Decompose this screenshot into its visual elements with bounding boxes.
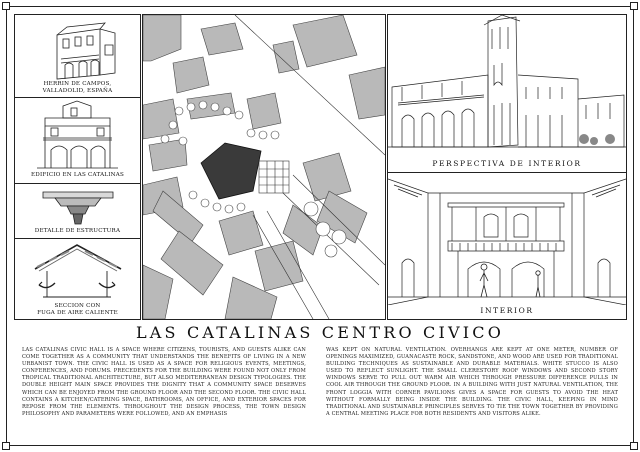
edificio-elevation-drawing bbox=[15, 98, 140, 174]
panel-edificio bbox=[14, 97, 141, 185]
site-plan bbox=[142, 14, 386, 320]
description-left-column: LAS CATALINAS CIVIC HALL IS A SPACE WHERE CITIZENS, TOURISTS, AND GUESTS ALIKE CAN COME TOGETHER AS A COMMUNITY THAT UNDERSTANDS THE BENEFITS OF LIVING IN A NEW URBANIST TOWN. THE CIVIC HALL IS USED AS A SPACE FOR RELIGIOUS EVENTS, MEETINGS, CONFERENCES, AND FORUMS. PRECEDENTS FOR THE BUILDING WERE FOUND NOT ONLY FROM TROPICAL TRADITIONAL ARCHITECTURE, BUT ALSO MEDITERRANEAN DESIGN TYPOLOGIES. THE DOUBLE HEIGHT MAIN SPACE PROVIDES THE DIGNITY THAT A COMMUNITY SPACE DESERVES WHICH CAN BE ENJOYED FROM THE GROUND FLOOR AND THE SECOND FLOOR. THE CIVIC HALL CONTAINS A KITCHEN/CATERING SPACE, BATHROOMS, AN OFFICE, AND EXTERIOR SPACES FOR REPOSE FROM THE ELEMENTS. THROUGHOUT THE DESIGN PROCESS, THE TOWN DESIGN PHILOSOPHY AND PARAMETERS WERE FOLLOWED, AND AN EMPHASIS bbox=[22, 347, 306, 417]
page-title: LAS CATALINAS CENTRO CIVICO bbox=[135, 323, 505, 342]
herrin-caption-line1: HERRIN DE CAMPOS, bbox=[43, 81, 112, 87]
section-drawing bbox=[15, 239, 140, 301]
panel-herrin bbox=[14, 14, 141, 99]
perspective-drawing bbox=[388, 15, 626, 155]
panel-seccion bbox=[14, 238, 141, 320]
corner-ornament bbox=[2, 442, 10, 450]
panel-perspectiva bbox=[387, 14, 627, 174]
seccion-caption-line2: FUGA DE AIRE CALIENTE bbox=[37, 310, 118, 316]
site-plan-drawing bbox=[143, 15, 385, 319]
civic-hall-footprint bbox=[201, 143, 261, 199]
seccion-caption-line1: SECCION CON bbox=[54, 303, 101, 309]
interior-caption: INTERIOR bbox=[480, 306, 534, 315]
panel-detalle bbox=[14, 183, 141, 240]
edificio-caption: EDIFICIO EN LAS CATALINAS bbox=[30, 172, 124, 178]
corner-ornament bbox=[2, 2, 10, 10]
herrin-building-drawing bbox=[15, 15, 140, 85]
corner-ornament bbox=[630, 2, 638, 10]
detalle-caption: DETALLE DE ESTRUCTURA bbox=[34, 228, 121, 234]
corner-ornament bbox=[630, 442, 638, 450]
description-right-column: WAS KEPT ON NATURAL VENTILATION. OVERHANGS ARE KEPT AT ONE METER, NUMBER OF OPENINGS MAXIMIZED, GUANACASTE ROCK, SANDSTONE, AND WOOD ARE USED FOR TRADITIONAL BUILDING TECHNIQUES AS SUSTAINABLE AND DURABLE MATERIALS. WHITE STUCCO IS ALSO USED TO REFLECT SUNLIGHT. THE SMALL CLERESTORY ROOF WINDOWS AND SECOND STORY WINDOWS SERVE TO PULL OUT WARM AIR WHICH THROUGH PRESSURE DIFFERENCE PULLS IN COOL AIR THROUGH THE GROUND FLOOR. IN A BUILDING WITH JUST NATURAL VENTILATION, THE FRONT LOGGIA WITH CORNER PAVILIONS GIVES A SPACE FOR GUESTS TO AVOID THE HEAT WITHOUT FORMALLY BEING INSIDE THE BUILDING. THE CIVIC HALL, KEEPING IN MIND TRADITIONAL AND SUSTAINABLE PRINCIPLES SERVES TO TIE THE TOWN TOGETHER BY PROVIDING A CENTRAL MEETING PLACE FOR BOTH RESIDENTS AND VISITORS ALIKE. bbox=[326, 347, 618, 417]
herrin-caption-line2: VALLADOLID, ESPAÑA bbox=[42, 88, 113, 94]
interior-drawing bbox=[388, 173, 626, 305]
panel-interior bbox=[387, 172, 627, 320]
structure-detail-drawing bbox=[15, 184, 140, 226]
perspectiva-caption: PERSPECTIVA DE INTERIOR bbox=[432, 159, 582, 168]
